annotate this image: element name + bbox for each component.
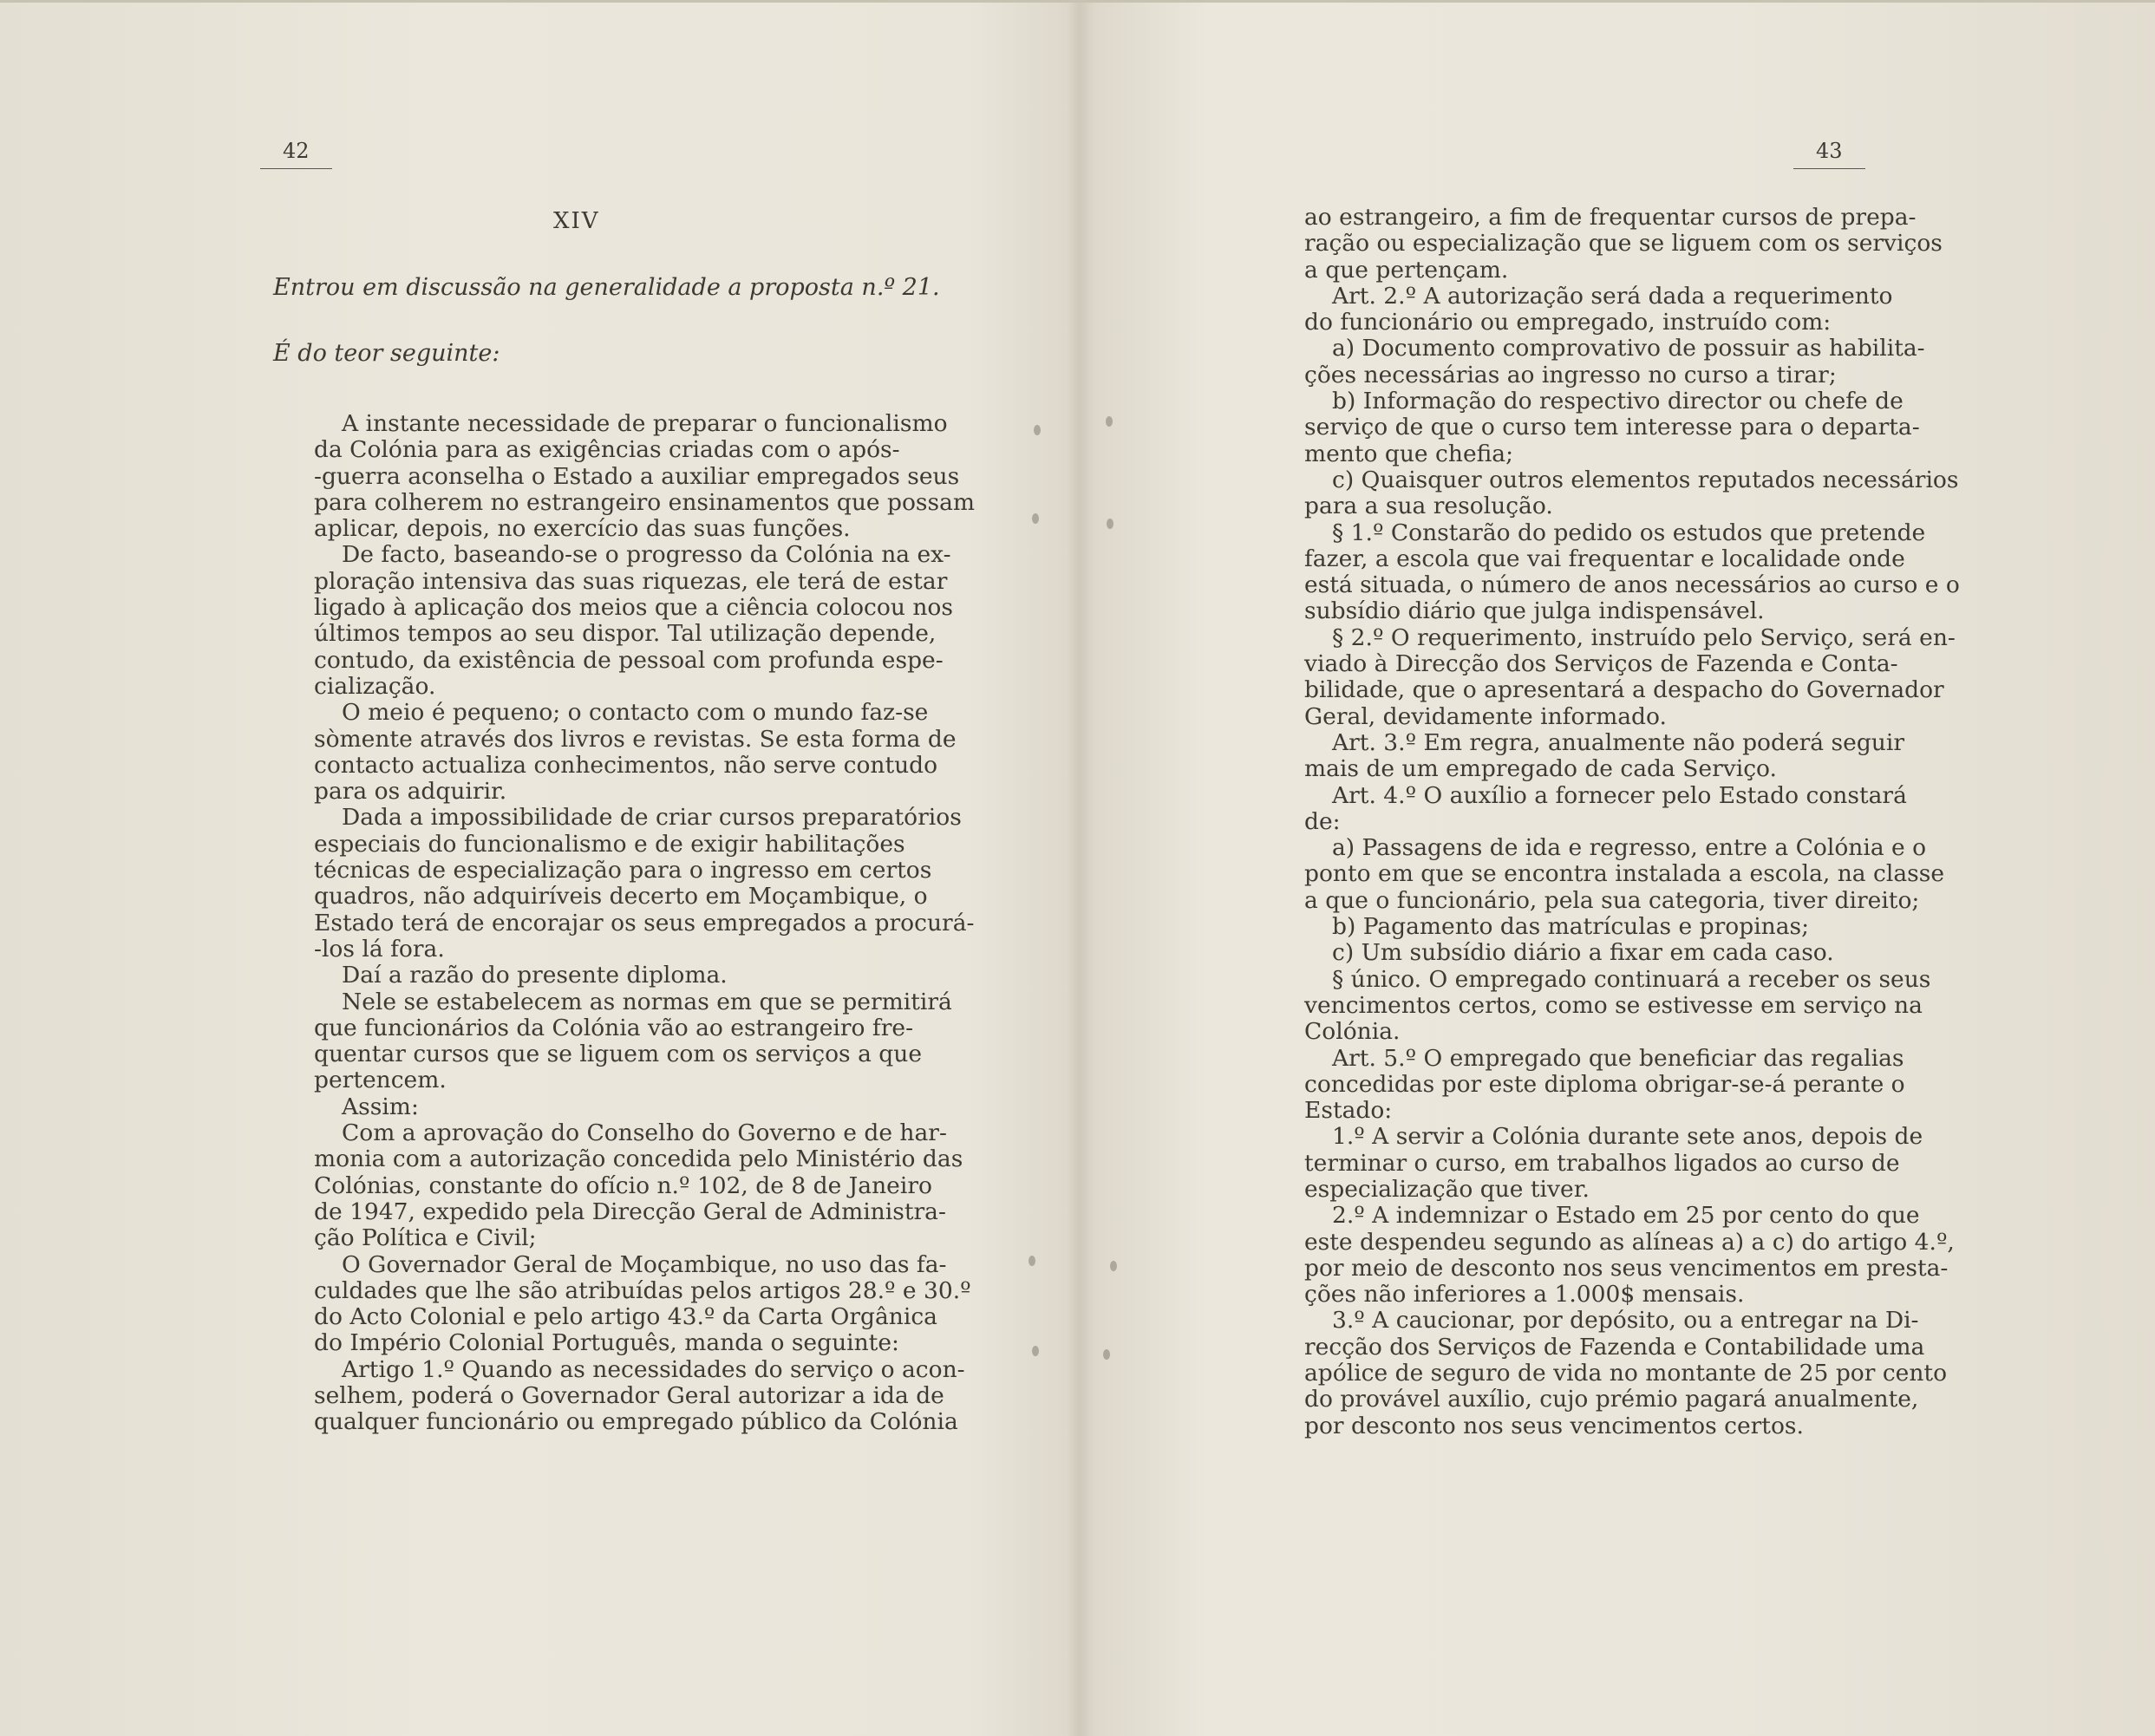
text-line: monia com a autorização concedida pelo Ministério das bbox=[314, 1145, 963, 1173]
text-line: ções necessárias ao ingresso no curso a tirar; bbox=[1304, 361, 1837, 388]
text-line: para os adquirir. bbox=[314, 778, 507, 806]
text-line: mento que chefia; bbox=[1304, 440, 1514, 467]
right-page bbox=[1074, 0, 2155, 1736]
text-line: -los lá fora. bbox=[314, 935, 445, 963]
binding-mark bbox=[1034, 425, 1041, 435]
text-line: aplicar, depois, no exercício das suas funções. bbox=[314, 515, 851, 543]
text-line: contudo, da existência de pessoal com profunda espe- bbox=[314, 646, 944, 674]
text-line: b) Informação do respectivo director ou chefe de bbox=[1332, 388, 1904, 415]
text-line: c) Um subsídio diário a fixar em cada caso. bbox=[1332, 939, 1834, 967]
text-line: de: bbox=[1304, 807, 1341, 835]
text-line: bilidade, que o apresentará a despacho do Governador bbox=[1304, 676, 1944, 704]
text-line: Daí a razão do presente diploma. bbox=[342, 962, 728, 989]
text-line: quadros, não adquiríveis decerto em Moçambique, o bbox=[314, 883, 928, 910]
text-line: a) Documento comprovativo de possuir as habilita- bbox=[1332, 335, 1925, 362]
text-line: Nele se estabelecem as normas em que se permitirá bbox=[342, 988, 952, 1015]
text-line: § único. O empregado continuará a receber os seus bbox=[1332, 965, 1931, 993]
text-line: 2.º A indemnizar o Estado em 25 por cento do que bbox=[1332, 1202, 1920, 1230]
text-line: A instante necessidade de preparar o funcionalismo bbox=[342, 410, 948, 437]
text-line: ções não inferiores a 1.000$ mensais. bbox=[1304, 1281, 1745, 1309]
text-line: quentar cursos que se liguem com os serviços a que bbox=[314, 1041, 923, 1068]
text-line: Colónias, constante do ofício n.º 102, de 8 de Janeiro bbox=[314, 1171, 932, 1199]
binding-mark bbox=[1029, 1256, 1035, 1266]
text-line: técnicas de especialização para o ingresso em certos bbox=[314, 857, 932, 884]
text-line: do funcionário ou empregado, instruído com: bbox=[1304, 309, 1832, 336]
right-body-text bbox=[1304, 204, 1960, 1439]
text-line: concedidas por este diploma obrigar-se-á perante o bbox=[1304, 1070, 1905, 1098]
text-line: qualquer funcionário ou empregado público da Colónia bbox=[314, 1408, 958, 1436]
page-number: 43 bbox=[1793, 139, 1865, 169]
text-line: § 2.º O requerimento, instruído pelo Serviço, será en- bbox=[1332, 623, 1956, 651]
text-line: vencimentos certos, como se estivesse em serviço na bbox=[1304, 991, 1923, 1019]
text-line: c) Quaisquer outros elementos reputados necessários bbox=[1332, 466, 1959, 493]
text-line: culdades que lhe são atribuídas pelos artigos 28.º e 30.º bbox=[314, 1276, 971, 1304]
text-line: apólice de seguro de vida no montante de 25 por cento bbox=[1304, 1360, 1948, 1387]
text-line: de 1947, expedido pela Direcção Geral de Administra- bbox=[314, 1198, 946, 1225]
text-line: O meio é pequeno; o contacto com o mundo faz-se bbox=[342, 699, 929, 727]
text-line: cialização. bbox=[314, 672, 436, 700]
text-line: serviço de que o curso tem interesse para o departa- bbox=[1304, 414, 1920, 441]
text-line: por desconto nos seus vencimentos certos. bbox=[1304, 1412, 1804, 1439]
text-line: está situada, o número de anos necessários ao curso e o bbox=[1304, 571, 1960, 599]
text-line: Colónia. bbox=[1304, 1018, 1401, 1046]
text-line: a que pertençam. bbox=[1304, 256, 1509, 284]
page-number: 42 bbox=[260, 139, 332, 169]
intro-line-2: É do teor seguinte: bbox=[273, 340, 500, 367]
text-line: mais de um empregado de cada Serviço. bbox=[1304, 755, 1777, 783]
binding-mark bbox=[1110, 1261, 1117, 1271]
text-line: Com a aprovação do Conselho do Governo e de har- bbox=[342, 1119, 947, 1147]
text-line: do Acto Colonial e pelo artigo 43.º da Carta Orgânica bbox=[314, 1303, 937, 1331]
text-line: do Império Colonial Português, manda o seguinte: bbox=[314, 1329, 899, 1357]
text-line: -guerra aconselha o Estado a auxiliar empregados seus bbox=[314, 462, 960, 490]
text-line: ao estrangeiro, a fim de frequentar cursos de prepa- bbox=[1304, 204, 1917, 231]
text-line: Art. 5.º O empregado que beneficiar das regalias bbox=[1332, 1044, 1904, 1072]
text-line: que funcionários da Colónia vão ao estrangeiro fre- bbox=[314, 1014, 914, 1041]
text-line: 1.º A servir a Colónia durante sete anos, depois de bbox=[1332, 1123, 1923, 1151]
text-line: sòmente através dos livros e revistas. Se esta forma de bbox=[314, 725, 957, 753]
text-line: a que o funcionário, pela sua categoria, tiver direito; bbox=[1304, 886, 1920, 914]
text-line: § 1.º Constarão do pedido os estudos que pretende bbox=[1332, 519, 1926, 546]
text-line: este despendeu segundo as alíneas a) a c) do artigo 4.º, bbox=[1304, 1228, 1955, 1256]
text-line: do provável auxílio, cujo prémio pagará anualmente, bbox=[1304, 1386, 1919, 1413]
text-line: ligado à aplicação dos meios que a ciência colocou nos bbox=[314, 594, 953, 622]
text-line: ção Política e Civil; bbox=[314, 1224, 537, 1252]
binding-mark bbox=[1032, 1346, 1039, 1356]
text-line: Art. 2.º A autorização será dada a requerimento bbox=[1332, 282, 1893, 310]
intro-line-1: Entrou em discussão na generalidade a proposta n.º 21. bbox=[273, 274, 940, 301]
text-line: para a sua resolução. bbox=[1304, 493, 1553, 520]
binding-mark bbox=[1103, 1349, 1110, 1360]
text-line: Artigo 1.º Quando as necessidades do serviço o acon- bbox=[342, 1355, 965, 1383]
binding-mark bbox=[1106, 416, 1113, 427]
text-line: Estado: bbox=[1304, 1097, 1393, 1125]
text-line: ração ou especialização que se liguem com os serviços bbox=[1304, 230, 1943, 258]
binding-mark bbox=[1032, 513, 1039, 524]
text-line: Dada a impossibilidade de criar cursos preparatórios bbox=[342, 804, 962, 832]
text-line: b) Pagamento das matrículas e propinas; bbox=[1332, 913, 1810, 941]
text-line: terminar o curso, em trabalhos ligados ao curso de bbox=[1304, 1149, 1900, 1177]
text-line: contacto actualiza conhecimentos, não serve contudo bbox=[314, 751, 938, 779]
text-line: últimos tempos ao seu dispor. Tal utilização depende, bbox=[314, 620, 937, 648]
text-line: Art. 4.º O auxílio a fornecer pelo Estado constará bbox=[1332, 781, 1907, 809]
text-line: Art. 3.º Em regra, anualmente não poderá seguir bbox=[1332, 728, 1904, 756]
text-line: especialização que tiver. bbox=[1304, 1175, 1590, 1203]
text-line: 3.º A caucionar, por depósito, ou a entregar na Di- bbox=[1332, 1307, 1919, 1335]
left-page bbox=[0, 0, 1074, 1736]
text-line: selhem, poderá o Governador Geral autorizar a ida de bbox=[314, 1381, 944, 1409]
text-line: da Colónia para as exigências criadas com o após- bbox=[314, 436, 900, 464]
text-line: O Governador Geral de Moçambique, no uso das fa- bbox=[342, 1250, 947, 1278]
text-line: pertencem. bbox=[314, 1067, 447, 1094]
text-line: Geral, devidamente informado. bbox=[1304, 702, 1667, 730]
section-heading: XIV bbox=[553, 208, 600, 234]
text-line: viado à Direcção dos Serviços de Fazenda e Conta- bbox=[1304, 650, 1898, 678]
left-body-text bbox=[314, 410, 976, 1436]
text-line: para colherem no estrangeiro ensinamentos que possam bbox=[314, 488, 976, 516]
text-line: fazer, a escola que vai frequentar e localidade onde bbox=[1304, 545, 1905, 572]
text-line: Assim: bbox=[342, 1093, 419, 1120]
text-line: subsídio diário que julga indispensável. bbox=[1304, 597, 1765, 625]
text-line: Estado terá de encorajar os seus empregados a procurá- bbox=[314, 909, 975, 937]
text-line: especiais do funcionalismo e de exigir habilitações bbox=[314, 830, 905, 858]
text-line: De facto, baseando-se o progresso da Colónia na ex- bbox=[342, 541, 951, 569]
text-line: recção dos Serviços de Fazenda e Contabilidade uma bbox=[1304, 1333, 1925, 1361]
text-line: ponto em que se encontra instalada a escola, na classe bbox=[1304, 860, 1945, 888]
text-line: ploração intensiva das suas riquezas, ele terá de estar bbox=[314, 567, 948, 595]
binding-mark bbox=[1107, 519, 1113, 529]
text-line: a) Passagens de ida e regresso, entre a Colónia e o bbox=[1332, 834, 1927, 862]
text-line: por meio de desconto nos seus vencimentos em presta- bbox=[1304, 1254, 1949, 1282]
